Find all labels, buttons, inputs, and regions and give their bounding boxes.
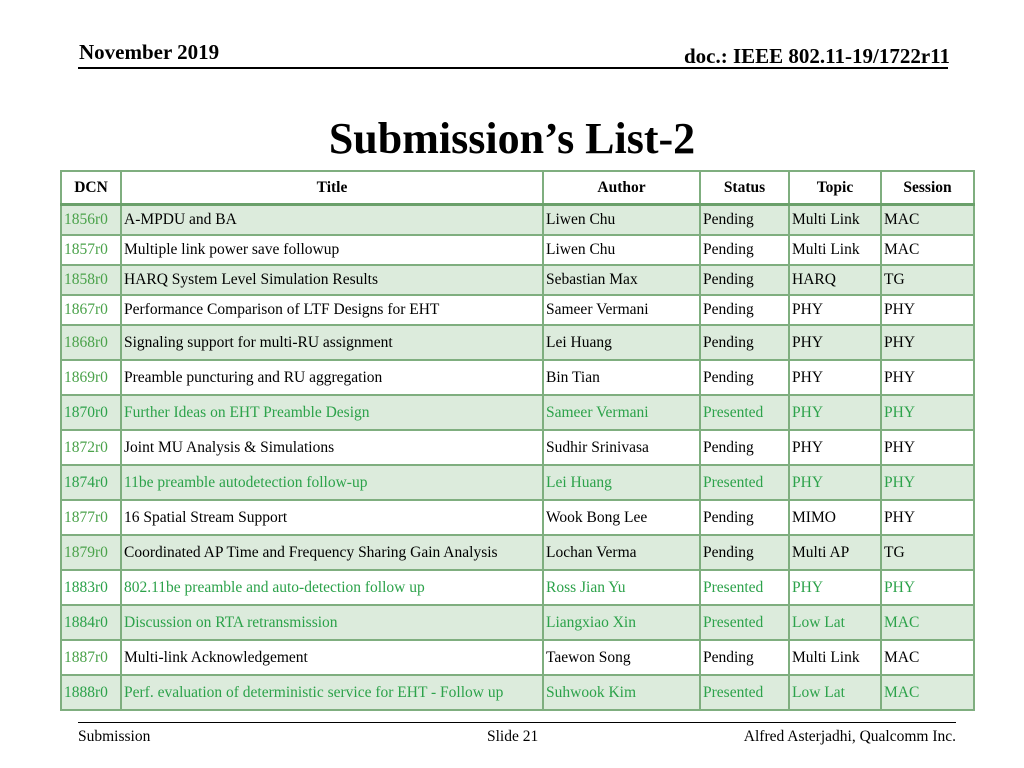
cell-author: Wook Bong Lee (543, 500, 700, 535)
dcn-link[interactable]: 1872r0 (61, 430, 121, 465)
cell-session: PHY (881, 295, 974, 325)
table-row (61, 295, 974, 325)
cell-topic: PHY (789, 430, 881, 465)
cell-title: Preamble puncturing and RU aggregation (121, 360, 543, 395)
cell-session: PHY (881, 465, 974, 500)
cell-title: Multiple link power save followup (121, 235, 543, 265)
cell-topic: PHY (789, 570, 881, 605)
cell-title: Performance Comparison of LTF Designs for EHT (121, 295, 543, 325)
cell-status: Presented (700, 675, 789, 710)
dcn-link[interactable]: 1874r0 (61, 465, 121, 500)
cell-topic: PHY (789, 465, 881, 500)
col-header-session: Session (881, 171, 974, 205)
cell-topic: HARQ (789, 265, 881, 295)
footer-left: Submission (78, 728, 151, 745)
table-row (61, 465, 974, 500)
cell-title: Joint MU Analysis & Simulations (121, 430, 543, 465)
table-row (61, 235, 974, 265)
submissions-table (60, 170, 975, 711)
cell-status: Presented (700, 605, 789, 640)
cell-session: PHY (881, 430, 974, 465)
cell-title: 11be preamble autodetection follow-up (121, 465, 543, 500)
header-date: November 2019 (79, 40, 220, 64)
cell-session: MAC (881, 205, 974, 236)
cell-author: Liangxiao Xin (543, 605, 700, 640)
cell-status: Pending (700, 430, 789, 465)
cell-title: 802.11be preamble and auto-detection follow up (121, 570, 543, 605)
dcn-link[interactable]: 1867r0 (61, 295, 121, 325)
cell-status: Pending (700, 360, 789, 395)
col-header-status: Status (700, 171, 789, 205)
cell-session: MAC (881, 235, 974, 265)
col-header-dcn: DCN (61, 171, 121, 205)
col-header-topic: Topic (789, 171, 881, 205)
cell-title: Further Ideas on EHT Preamble Design (121, 395, 543, 430)
table-row (61, 605, 974, 640)
cell-author: Sameer Vermani (543, 395, 700, 430)
cell-session: MAC (881, 640, 974, 675)
cell-session: PHY (881, 570, 974, 605)
cell-title: Perf. evaluation of deterministic service for EHT - Follow up (121, 675, 543, 710)
cell-status: Pending (700, 325, 789, 360)
cell-topic: Multi Link (789, 640, 881, 675)
cell-author: Taewon Song (543, 640, 700, 675)
cell-author: Liwen Chu (543, 205, 700, 236)
cell-topic: PHY (789, 295, 881, 325)
cell-author: Suhwook Kim (543, 675, 700, 710)
table-header-row (61, 171, 974, 205)
dcn-link[interactable]: 1877r0 (61, 500, 121, 535)
cell-status: Pending (700, 235, 789, 265)
cell-author: Ross Jian Yu (543, 570, 700, 605)
table-row (61, 570, 974, 605)
cell-topic: PHY (789, 360, 881, 395)
footer-divider (78, 722, 956, 723)
cell-status: Pending (700, 295, 789, 325)
dcn-link[interactable]: 1888r0 (61, 675, 121, 710)
cell-author: Sudhir Srinivasa (543, 430, 700, 465)
cell-status: Presented (700, 465, 789, 500)
dcn-link[interactable]: 1869r0 (61, 360, 121, 395)
cell-author: Liwen Chu (543, 235, 700, 265)
table-row (61, 395, 974, 430)
cell-author: Lei Huang (543, 465, 700, 500)
cell-status: Pending (700, 205, 789, 236)
cell-title: A-MPDU and BA (121, 205, 543, 236)
cell-title: HARQ System Level Simulation Results (121, 265, 543, 295)
dcn-link[interactable]: 1858r0 (61, 265, 121, 295)
dcn-link[interactable]: 1884r0 (61, 605, 121, 640)
header-divider (78, 67, 948, 69)
cell-status: Presented (700, 570, 789, 605)
cell-topic: Low Lat (789, 675, 881, 710)
dcn-link[interactable]: 1879r0 (61, 535, 121, 570)
table-row (61, 265, 974, 295)
cell-topic: Multi Link (789, 235, 881, 265)
cell-session: PHY (881, 500, 974, 535)
cell-author: Sameer Vermani (543, 295, 700, 325)
cell-author: Lochan Verma (543, 535, 700, 570)
cell-topic: Multi Link (789, 205, 881, 236)
cell-status: Pending (700, 500, 789, 535)
table-row (61, 205, 974, 236)
cell-session: PHY (881, 325, 974, 360)
cell-author: Bin Tian (543, 360, 700, 395)
cell-title: 16 Spatial Stream Support (121, 500, 543, 535)
cell-title: Multi-link Acknowledgement (121, 640, 543, 675)
cell-title: Coordinated AP Time and Frequency Sharing Gain Analysis (121, 535, 543, 570)
cell-topic: PHY (789, 395, 881, 430)
dcn-link[interactable]: 1887r0 (61, 640, 121, 675)
table-row (61, 325, 974, 360)
cell-session: TG (881, 535, 974, 570)
cell-title: Signaling support for multi-RU assignment (121, 325, 543, 360)
cell-author: Sebastian Max (543, 265, 700, 295)
slide-number: Slide 21 (487, 728, 539, 745)
header-doc-id: doc.: IEEE 802.11-19/1722r11 (683, 44, 950, 68)
dcn-link[interactable]: 1883r0 (61, 570, 121, 605)
dcn-link[interactable]: 1870r0 (61, 395, 121, 430)
table-row (61, 675, 974, 710)
cell-status: Presented (700, 395, 789, 430)
cell-topic: PHY (789, 325, 881, 360)
col-header-title: Title (121, 171, 543, 205)
cell-status: Pending (700, 535, 789, 570)
table-row (61, 640, 974, 675)
dcn-link[interactable]: 1856r0 (61, 205, 121, 236)
cell-session: MAC (881, 605, 974, 640)
col-header-author: Author (543, 171, 700, 205)
table-row (61, 360, 974, 395)
table-row (61, 500, 974, 535)
dcn-link[interactable]: 1857r0 (61, 235, 121, 265)
table-row (61, 535, 974, 570)
cell-session: PHY (881, 395, 974, 430)
slide-title: Submission’s List-2 (328, 114, 696, 163)
dcn-link[interactable]: 1868r0 (61, 325, 121, 360)
table-row (61, 430, 974, 465)
cell-status: Pending (700, 640, 789, 675)
cell-author: Lei Huang (543, 325, 700, 360)
footer-author: Alfred Asterjadhi, Qualcomm Inc. (743, 728, 956, 745)
cell-topic: Low Lat (789, 605, 881, 640)
cell-session: TG (881, 265, 974, 295)
cell-session: MAC (881, 675, 974, 710)
cell-title: Discussion on RTA retransmission (121, 605, 543, 640)
cell-topic: MIMO (789, 500, 881, 535)
cell-session: PHY (881, 360, 974, 395)
cell-topic: Multi AP (789, 535, 881, 570)
cell-status: Pending (700, 265, 789, 295)
